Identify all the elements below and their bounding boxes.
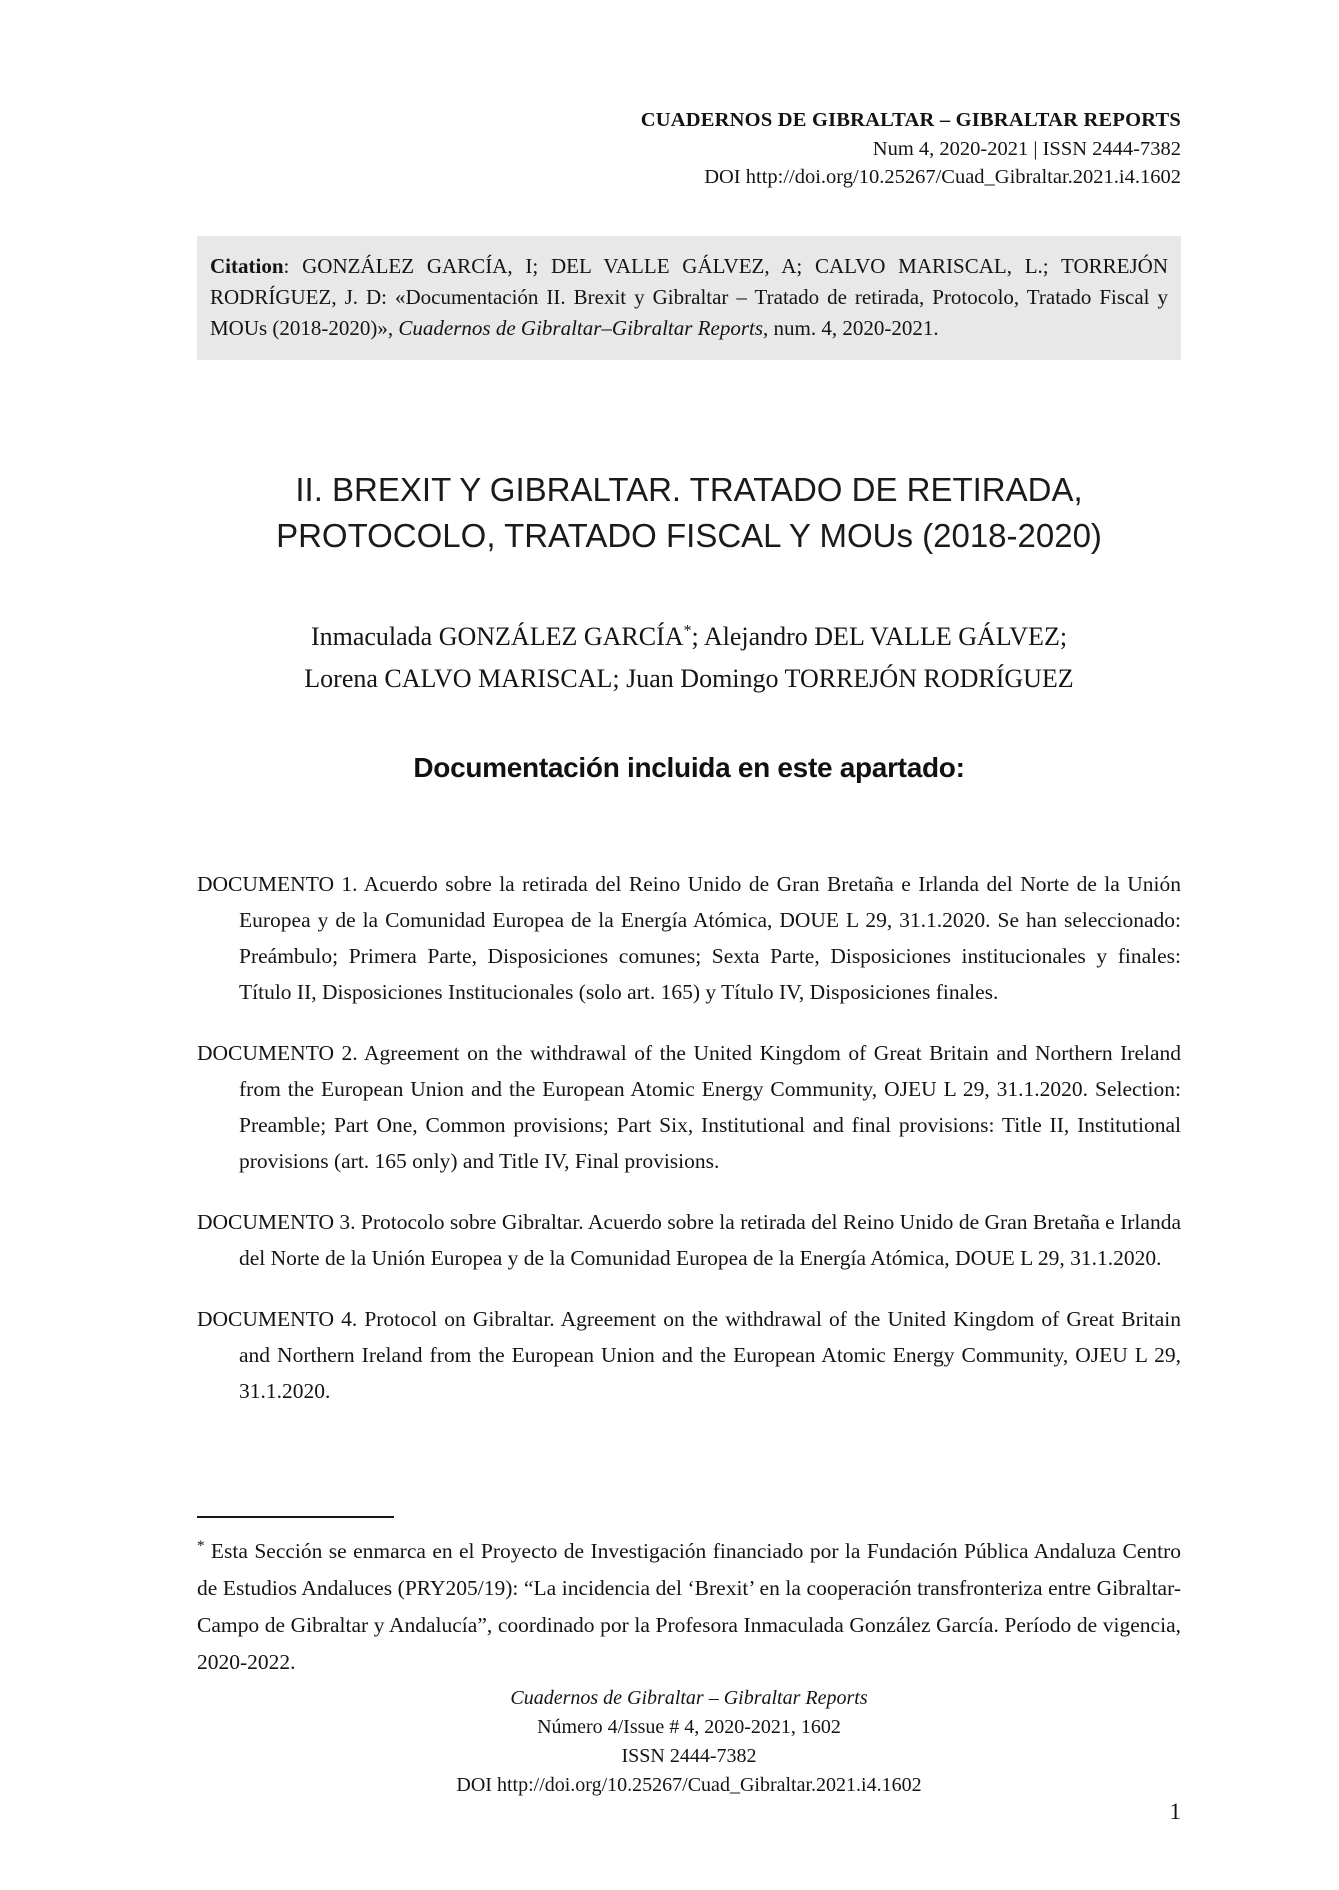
author-1: Inmaculada GONZÁLEZ GARCÍA (310, 622, 684, 651)
document-item: DOCUMENTO 3. Protocolo sobre Gibraltar. Acuerdo sobre la retirada del Reino Unido de Gran Bretaña e Irlanda del Norte de la Unión Europea y de la Comunidad Europea de la Energía Atómica, DOUE L 29, 31.1.2020. (197, 1210, 1181, 1270)
header-doi-line: DOI http://doi.org/10.25267/Cuad_Gibraltar.2021.i4.1602 (704, 166, 1181, 188)
citation-journal-name: Cuadernos de Gibraltar–Gibraltar Reports (398, 316, 764, 340)
author-2: ; Alejandro DEL VALLE GÁLVEZ; (691, 622, 1068, 651)
citation-box (197, 236, 1181, 360)
documents-list (197, 866, 1181, 1434)
footnote-text: Esta Sección se enmarca en el Proyecto de Investigación financiado por la Fundación Pública Andaluza Centro de Estudios Andaluces (PRY205/19): “La incidencia del ‘Brexit’ en la cooperación transfronteriza entre Gibraltar-Campo de Gibraltar y Andalucía”, coordinado por la Profesora Inmaculada González García. Período de vigencia, 2020-2022. (197, 1539, 1181, 1674)
journal-masthead (197, 106, 1181, 192)
footer-journal: Cuadernos de Gibraltar – Gibraltar Reports (510, 1687, 868, 1709)
authors (197, 616, 1181, 700)
citation-label: Citation (210, 254, 284, 278)
footer-issue-line: Número 4/Issue # 4, 2020-2021, 1602 (537, 1716, 841, 1738)
citation-text-tail: , num. 4, 2020-2021. (763, 316, 939, 340)
footer-issn-line: ISSN 2444-7382 (621, 1745, 757, 1767)
footnote-marker-ref: * (683, 622, 692, 640)
footnote-marker: * (197, 1537, 205, 1554)
document-item: DOCUMENTO 4. Protocol on Gibraltar. Agreement on the withdrawal of the United Kingdom of Great Britain and Northern Ireland from the European Union and the European Atomic Energy Community, OJEU L 29, 31.1.2020. (197, 1307, 1181, 1403)
journal-title: CUADERNOS DE GIBRALTAR – GIBRALTAR REPORTS (640, 109, 1181, 131)
document-item: DOCUMENTO 1. Acuerdo sobre la retirada del Reino Unido de Gran Bretaña e Irlanda del Norte de la Unión Europea y de la Comunidad Europea de la Energía Atómica, DOUE L 29, 31.1.2020. Se han seleccionado: Preámbulo; Primera Parte, Disposiciones comunes; Sexta Parte, Disposiciones institucionales y finales: Título II, Disposiciones Institucionales (solo art. 165) y Título IV, Disposiciones finales. (197, 872, 1181, 1004)
section-heading: Documentación incluida en este apartado: (413, 752, 965, 783)
citation-text: GONZÁLEZ GARCÍA, I; DEL VALLE GÁLVEZ, A; CALVO MARISCAL, L.; TORREJÓN RODRÍGUEZ, J. D: «Documentación II. Brexit y Gibraltar – Tratado de retirada, Protocolo, Tratado Fiscal y MOUs (2018-2020)», (210, 254, 1168, 340)
footnote (197, 1533, 1181, 1681)
article-title-line2: PROTOCOLO, TRATADO FISCAL Y MOUs (2018-2020) (276, 517, 1102, 554)
document-item: DOCUMENTO 2. Agreement on the withdrawal of the United Kingdom of Great Britain and Northern Ireland from the European Union and the European Atomic Energy Community, OJEU L 29, 31.1.2020. Selection: Preamble; Part One, Common provisions; Part Six, Institutional and final provisions: Title II, Institutional provisions (art. 165 only) and Title IV, Final provisions. (197, 1041, 1181, 1173)
footer-doi-line: DOI http://doi.org/10.25267/Cuad_Gibraltar.2021.i4.1602 (456, 1774, 922, 1796)
header-issue-line: Num 4, 2020-2021 | ISSN 2444-7382 (872, 137, 1181, 160)
authors-line1 (197, 616, 1181, 658)
article-title-line1: II. BREXIT Y GIBRALTAR. TRATADO DE RETIRADA, (295, 471, 1083, 508)
page-footer (197, 1684, 1181, 1800)
article-title (197, 467, 1181, 559)
footnote-separator (197, 1516, 394, 1518)
page-number: 1 (1169, 1799, 1181, 1824)
citation-colon: : (283, 254, 303, 278)
authors-line2: Lorena CALVO MARISCAL; Juan Domingo TORREJÓN RODRÍGUEZ (304, 664, 1074, 693)
